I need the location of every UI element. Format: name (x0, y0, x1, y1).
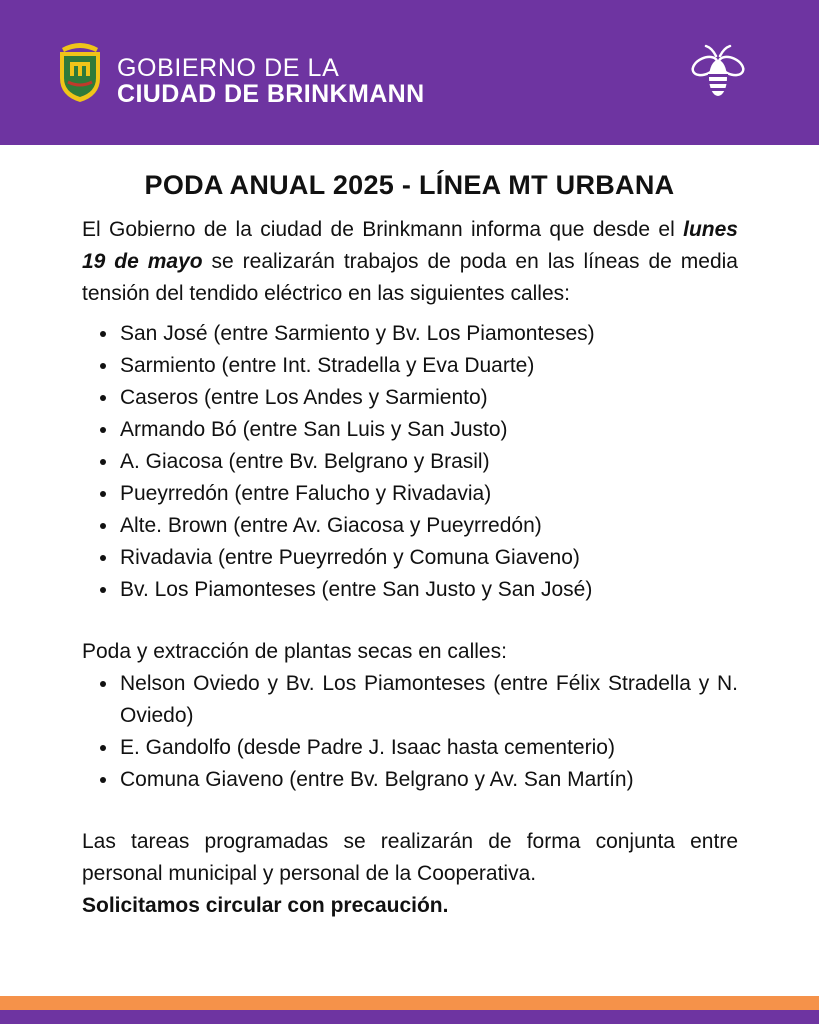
list-item: E. Gandolfo (desde Padre J. Isaac hasta cementerio) (82, 732, 738, 764)
city-crest-icon (56, 38, 104, 104)
extraction-heading: Poda y extracción de plantas secas en calles: (82, 640, 507, 663)
footer-stripe-purple (0, 1010, 819, 1024)
list-item: Rivadavia (entre Pueyrredón y Comuna Giaveno) (82, 542, 738, 574)
list-item: Nelson Oviedo y Bv. Los Piamonteses (entre Félix Stradella y N. Oviedo) (82, 668, 738, 732)
notice-body (82, 214, 738, 943)
list-item: Comuna Giaveno (entre Bv. Belgrano y Av. San Martín) (82, 764, 738, 796)
intro-paragraph (82, 214, 738, 310)
footer-stripe-orange (0, 996, 819, 1010)
closing-paragraph (82, 826, 738, 922)
list-item: Pueyrredón (entre Falucho y Rivadavia) (82, 478, 738, 510)
list-item: Caseros (entre Los Andes y Sarmiento) (82, 382, 738, 414)
closing-text: Las tareas programadas se realizarán de forma conjunta entre personal municipal y personal de la Cooperativa. (82, 830, 738, 885)
brand-name (117, 56, 425, 107)
intro-text-before: El Gobierno de la ciudad de Brinkmann informa que desde el (82, 218, 684, 241)
page-title: PODA ANUAL 2025 - LÍNEA MT URBANA (144, 170, 675, 200)
caution-message: Solicitamos circular con precaución. (82, 894, 449, 917)
start-date: lunes 19 de mayo (82, 218, 738, 273)
pruning-street-list (82, 318, 738, 606)
list-item: Alte. Brown (entre Av. Giacosa y Pueyrredón) (82, 510, 738, 542)
list-item: Armando Bó (entre San Luis y San Justo) (82, 414, 738, 446)
brand-line2: CIUDAD DE BRINKMANN (117, 80, 425, 108)
list-item: San José (entre Sarmiento y Bv. Los Piamonteses) (82, 318, 738, 350)
list-item: Bv. Los Piamonteses (entre San Justo y San José) (82, 574, 738, 606)
list-item: Sarmiento (entre Int. Stradella y Eva Duarte) (82, 350, 738, 382)
brand-line1: GOBIERNO DE LA (117, 54, 340, 82)
list-item: A. Giacosa (entre Bv. Belgrano y Brasil) (82, 446, 738, 478)
extraction-street-list (82, 668, 738, 796)
bee-icon (688, 42, 748, 102)
intro-text-after: se realizarán trabajos de poda en las líneas de media tensión del tendido eléctrico en las siguientes calles: (82, 250, 738, 305)
header-banner (0, 0, 819, 145)
